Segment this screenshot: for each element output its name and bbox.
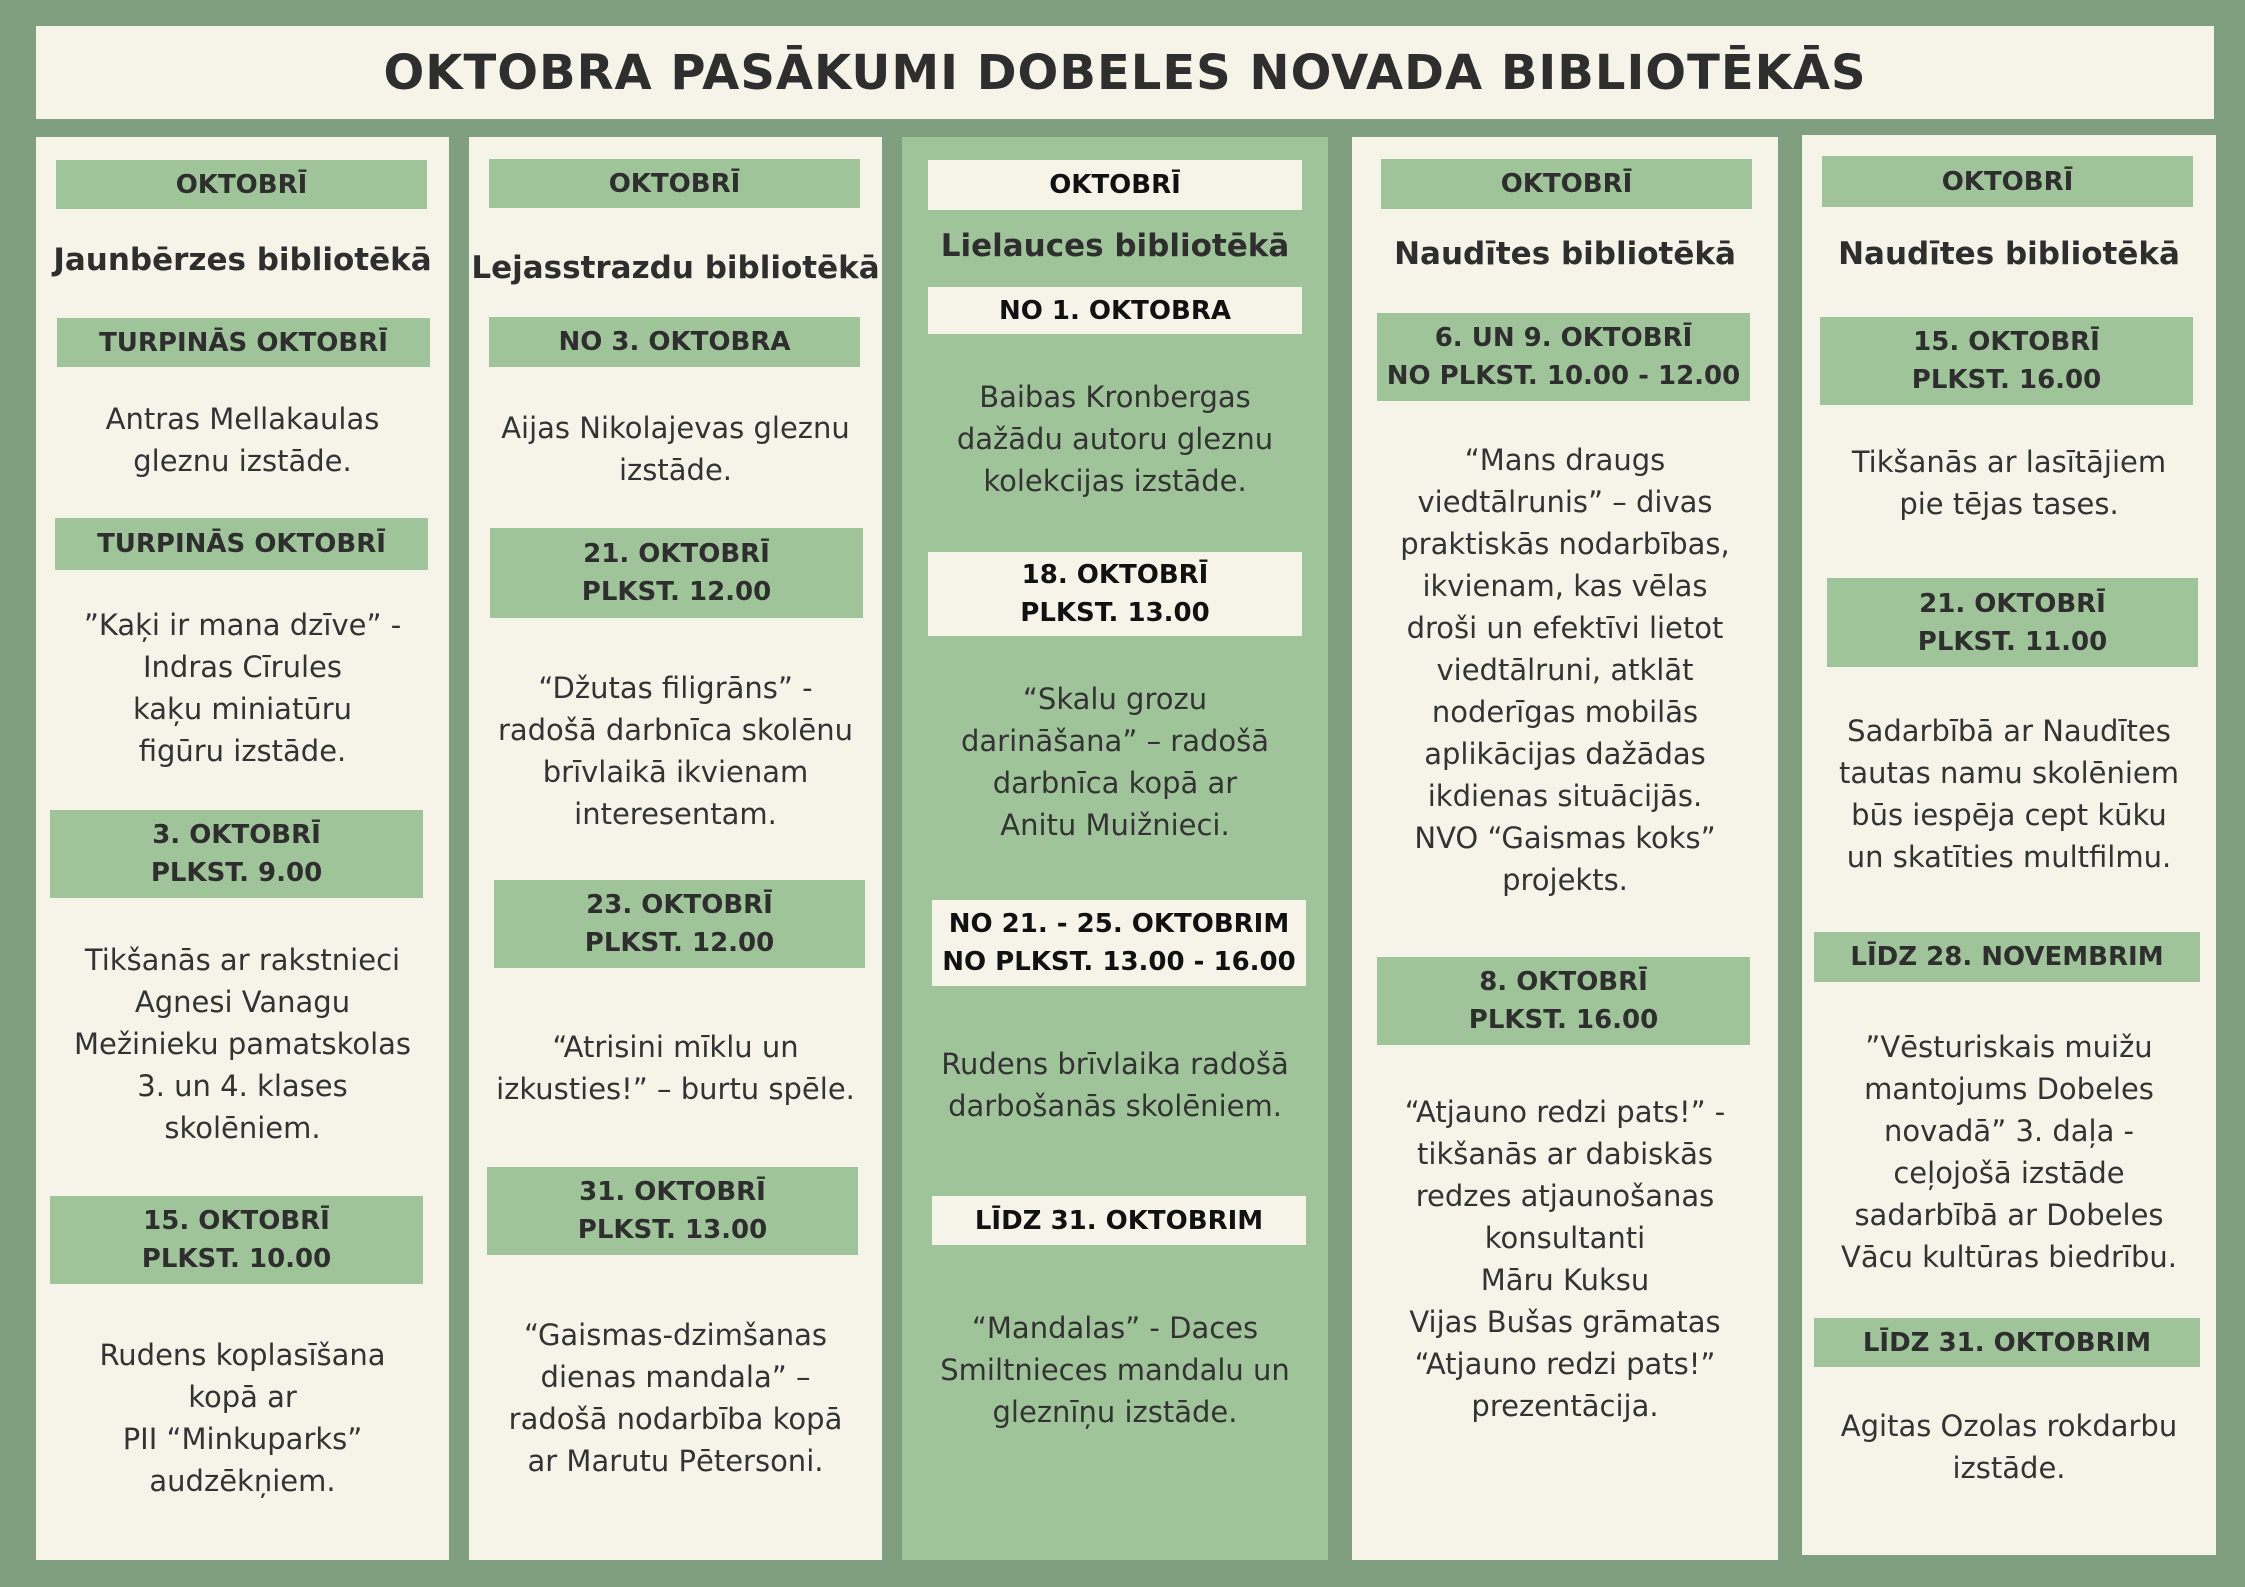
event-date: 15. OKTOBRĪ PLKST. 16.00 <box>1820 317 2193 405</box>
library-name: Naudītes bibliotēkā <box>1394 236 1736 272</box>
event-description: “Atjauno redzi pats!” - tikšanās ar dabiskās redzes atjaunošanas konsultanti Māru Kuksu Vijas Bušas grāmatas “Atjauno redzi pats!” prezentācija. <box>1404 1095 1726 1423</box>
event-description: “Mandalas” - Daces Smiltnieces mandalu un gleznīņu izstāde. <box>940 1311 1290 1429</box>
event-date: 15. OKTOBRĪ PLKST. 10.00 <box>50 1196 423 1284</box>
event-date: TURPINĀS OKTOBRĪ <box>55 518 428 570</box>
event-description: Tikšanās ar lasītājiem pie tējas tases. <box>1851 445 2167 521</box>
library-name: Lejasstrazdu bibliotēkā <box>471 250 880 286</box>
event-description: Antras Mellakaulas gleznu izstāde. <box>105 402 380 478</box>
event-date: 21. OKTOBRĪ PLKST. 12.00 <box>490 528 863 618</box>
event-date: 18. OKTOBRĪ PLKST. 13.00 <box>928 552 1302 636</box>
title-banner <box>36 26 2214 119</box>
event-date: 23. OKTOBRĪ PLKST. 12.00 <box>494 880 865 968</box>
event-date: 8. OKTOBRĪ PLKST. 16.00 <box>1377 957 1750 1045</box>
event-description: ”Vēsturiskais muižu mantojums Dobeles novadā” 3. daļa - ceļojošā izstāde sadarbībā ar Dobeles Vācu kultūras biedrību. <box>1841 1030 2177 1274</box>
library-name: Naudītes bibliotēkā <box>1838 236 2180 272</box>
month-header: OKTOBRĪ <box>1822 156 2193 207</box>
event-description: ”Kaķi ir mana dzīve” - Indras Cīrules kaķu miniatūru figūru izstāde. <box>83 608 402 768</box>
column-lielauce <box>902 137 1328 1560</box>
column-naudite-1 <box>1352 137 1778 1560</box>
event-date: TURPINĀS OKTOBRĪ <box>57 318 430 367</box>
event-description: Rudens brīvlaika radošā darbošanās skolēniem. <box>941 1047 1289 1123</box>
column-jaunberze <box>36 137 449 1560</box>
event-date: LĪDZ 31. OKTOBRIM <box>932 1196 1306 1245</box>
event-description: “Gaismas-dzimšanas dienas mandala” – radošā nodarbība kopā ar Marutu Pētersoni. <box>508 1318 843 1478</box>
event-date: NO 3. OKTOBRA <box>489 317 860 367</box>
event-date: 3. OKTOBRĪ PLKST. 9.00 <box>50 810 423 898</box>
column-lejasstrazdi <box>469 137 882 1560</box>
event-date: 21. OKTOBRĪ PLKST. 11.00 <box>1827 578 2198 667</box>
library-name: Lielauces bibliotēkā <box>940 228 1290 264</box>
event-description: Agitas Ozolas rokdarbu izstāde. <box>1840 1409 2178 1485</box>
event-date: LĪDZ 31. OKTOBRIM <box>1814 1318 2200 1367</box>
event-date: LĪDZ 28. NOVEMBRIM <box>1814 932 2200 982</box>
event-description: Sadarbībā ar Naudītes tautas namu skolēniem būs iespēja cept kūku un skatīties multfilmu. <box>1838 714 2180 874</box>
event-date: NO 21. - 25. OKTOBRIM NO PLKST. 13.00 - 16.00 <box>932 900 1306 986</box>
month-header: OKTOBRĪ <box>1381 159 1752 209</box>
event-date: NO 1. OKTOBRA <box>928 287 1302 334</box>
event-date: 6. UN 9. OKTOBRĪ NO PLKST. 10.00 - 12.00 <box>1377 313 1750 401</box>
event-description: “Mans draugs viedtālrunis” – divas praktiskās nodarbības, ikvienam, kas vēlas droši un efektīvi lietot viedtālruni, atklāt noderīgas mobilās aplikācijas dažādas ikdienas situācijās. NVO “Gaismas koks” projekts. <box>1400 443 1730 897</box>
month-header: OKTOBRĪ <box>489 159 860 208</box>
event-description: Tikšanās ar rakstnieci Agnesi Vanagu Mežinieku pamatskolas 3. un 4. klases skolēniem. <box>73 943 412 1145</box>
event-description: Rudens koplasīšana kopā ar PII “Minkuparks” audzēkņiem. <box>99 1338 386 1498</box>
event-description: “Džutas filigrāns” - radošā darbnīca skolēnu brīvlaikā ikvienam interesentam. <box>497 671 854 831</box>
library-name: Jaunbērzes bibliotēkā <box>53 242 432 278</box>
event-date: 31. OKTOBRĪ PLKST. 13.00 <box>487 1167 858 1255</box>
event-description: “Skalu grozu darināšana” – radošā darbnīca kopā ar Anitu Muižnieci. <box>960 682 1270 842</box>
event-description: Baibas Kronbergas dažādu autoru gleznu kolekcijas izstāde. <box>956 380 1274 498</box>
month-header: OKTOBRĪ <box>928 160 1302 210</box>
page-title: OKTOBRA PASĀKUMI DOBELES NOVADA BIBLIOTĒKĀS <box>383 44 1867 101</box>
event-description: Aijas Nikolajevas gleznu izstāde. <box>501 411 850 487</box>
month-header: OKTOBRĪ <box>56 160 427 209</box>
event-description: “Atrisini mīklu un izkusties!” – burtu spēle. <box>496 1030 855 1106</box>
column-naudite-2 <box>1802 135 2216 1555</box>
